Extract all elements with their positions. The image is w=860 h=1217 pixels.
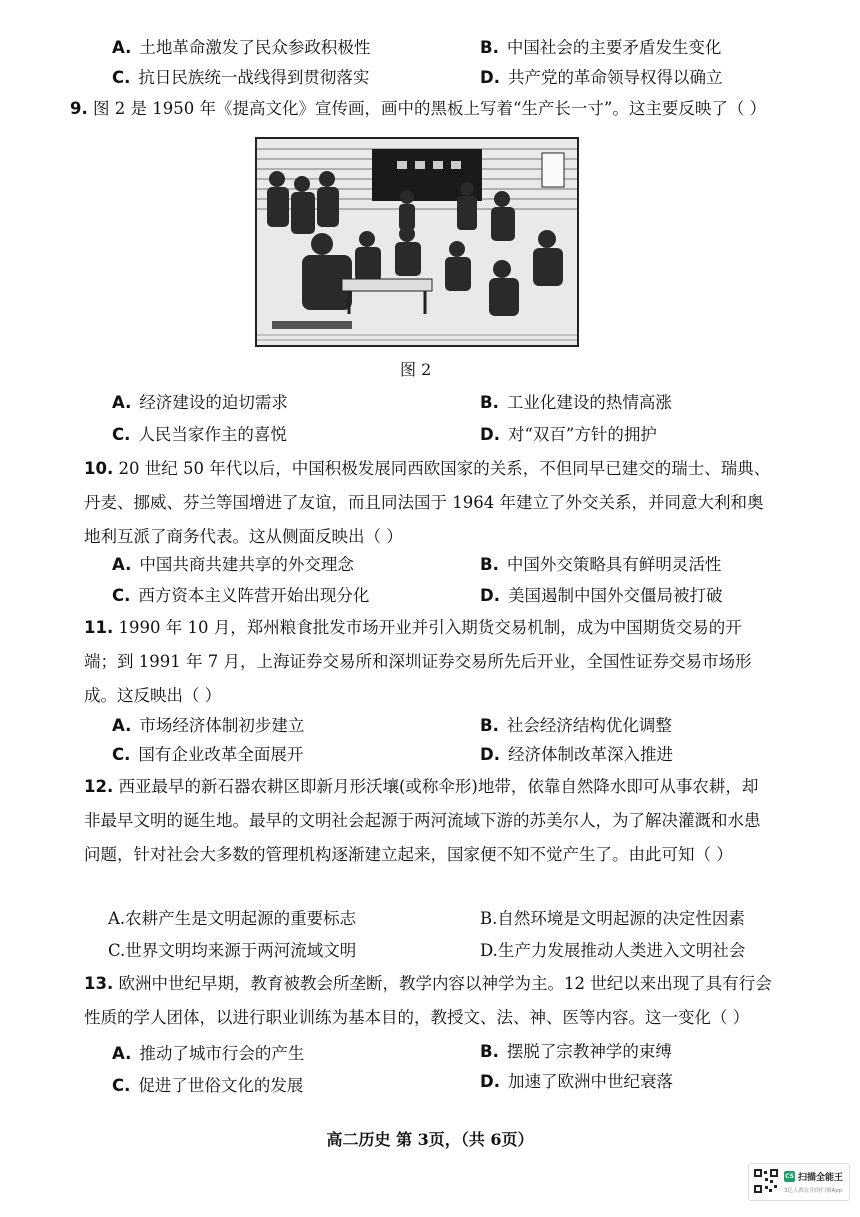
option-d: D. 共产党的革命领导权得以确立 xyxy=(480,68,723,87)
q13-option-b: B. 摆脱了宗教神学的束缚 xyxy=(480,1042,672,1061)
question-12 xyxy=(84,770,774,872)
option-c: C. 抗日民族统一战线得到贯彻落实 xyxy=(112,68,370,87)
question-11 xyxy=(84,611,774,713)
q10-option-b: B. 中国外交策略具有鲜明灵活性 xyxy=(480,555,722,574)
q9-option-a: A. 经济建设的迫切需求 xyxy=(112,393,288,412)
scanner-app-name: 扫描全能王 xyxy=(798,1173,844,1183)
page-footer: 高二历史 第 3页，（共 6页） xyxy=(326,1130,534,1149)
q9-option-d: D. 对“双百”方针的拥护 xyxy=(480,425,657,444)
woodcut-classroom-image xyxy=(257,139,577,345)
question-number: 12. xyxy=(84,777,114,796)
question-text: 图 2 是 1950 年《提高文化》宣传画，画中的黑板上写着“生产长一寸”。这主要反映了（ ） xyxy=(93,99,767,118)
question-number: 11. xyxy=(84,618,114,637)
scanner-watermark xyxy=(748,1163,850,1201)
q11-option-d: D. 经济体制改革深入推进 xyxy=(480,745,673,764)
option-b: B. 中国社会的主要矛盾发生变化 xyxy=(480,38,722,57)
q10-option-c: C. 西方资本主义阵营开始出现分化 xyxy=(112,586,370,605)
camscanner-logo-icon: CS xyxy=(785,1173,794,1180)
question-text: 欧洲中世纪早期，教育被教会所垄断，教学内容以神学为主。12 世纪以来出现了具有行会性质的学人团体，以进行职业训练为基本目的，教授文、法、神、医等内容。这一变化（ ） xyxy=(84,974,772,1027)
q9-option-c: C. 人民当家作主的喜悦 xyxy=(112,425,287,444)
q10-option-d: D. 美国遏制中国外交僵局被打破 xyxy=(480,586,723,605)
question-text: 20 世纪 50 年代以后，中国积极发展同西欧国家的关系，不但同早已建交的瑞士、瑞典、丹麦、挪威、芬兰等国增进了友谊，而且同法国于 1964 年建立了外交关系，并同意大利和奥地利互派了商务代表。这从侧面反映出（ ） xyxy=(84,459,771,546)
q9-option-b: B. 工业化建设的热情高涨 xyxy=(480,393,672,412)
question-number: 13. xyxy=(84,974,114,993)
question-10 xyxy=(84,452,774,554)
question-9 xyxy=(70,92,790,126)
option-a: A. 土地革命激发了民众参政积极性 xyxy=(112,38,371,57)
q12-option-d: D.生产力发展推动人类进入文明社会 xyxy=(480,941,746,960)
question-number: 10. xyxy=(84,459,114,478)
q12-option-b: B.自然环境是文明起源的决定性因素 xyxy=(480,909,745,928)
q13-option-a: A. 推动了城市行会的产生 xyxy=(112,1044,305,1063)
question-number: 9. xyxy=(70,99,88,118)
q11-option-a: A. 市场经济体制初步建立 xyxy=(112,716,305,735)
q13-option-d: D. 加速了欧洲中世纪衰落 xyxy=(480,1072,673,1091)
figure-caption: 图 2 xyxy=(400,360,432,379)
question-text: 1990 年 10 月，郑州粮食批发市场开业并引入期货交易机制，成为中国期货交易的开端；到 1991 年 7 月，上海证券交易所和深圳证券交易所先后开业，全国性证券交易市场形成。这反映出（ ） xyxy=(84,618,752,705)
question-text: 西亚最早的新石器农耕区即新月形沃壤(或称伞形)地带，依靠自然降水即可从事农耕，却非最早文明的诞生地。最早的文明社会起源于两河流域下游的苏美尔人，为了解决灌溉和水患问题，针对社会大多数的管理机构逐渐建立起来，国家便不知不觉产生了。由此可知（ ） xyxy=(84,777,761,864)
q11-option-b: B. 社会经济结构优化调整 xyxy=(480,716,672,735)
scanner-tagline: 3亿人都在用的扫描App xyxy=(784,1188,843,1194)
q10-option-a: A. 中国共商共建共享的外交理念 xyxy=(112,555,354,574)
propaganda-illustration xyxy=(255,137,579,347)
q11-option-c: C. 国有企业改革全面展开 xyxy=(112,745,304,764)
qr-code-icon xyxy=(753,1168,779,1194)
q12-option-c: C.世界文明均来源于两河流域文明 xyxy=(108,941,357,960)
question-13 xyxy=(84,967,774,1035)
q12-option-a: A.农耕产生是文明起源的重要标志 xyxy=(108,909,357,928)
q13-option-c: C. 促进了世俗文化的发展 xyxy=(112,1076,304,1095)
